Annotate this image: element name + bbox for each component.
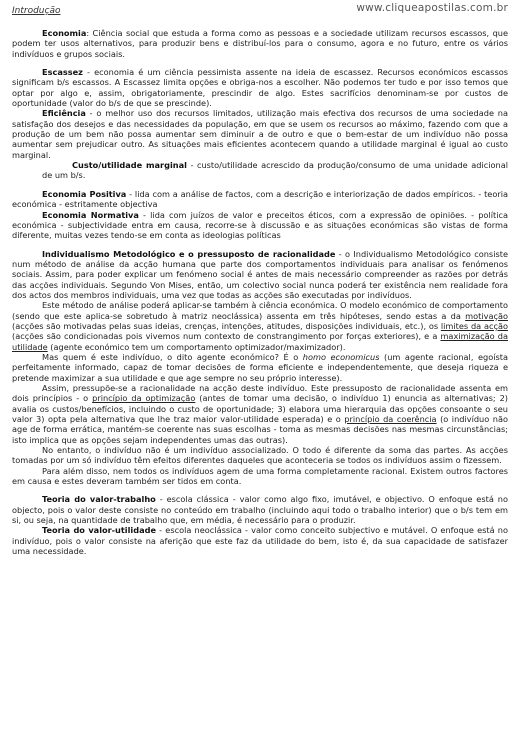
individualismo-text-4a: Assim, pressupõe-se a racionalidade na acção deste indivíduo. Este pressuposto de racionalidade assenta em dois princípios - o: [12, 383, 508, 404]
paragraph-individualismo-4: [12, 383, 508, 445]
term-economia: Economia: [42, 28, 87, 38]
individualismo-text-1: - o Individualismo Metodológico consiste num método de análise da acção humana que parte dos comportamentos individuais para analisar os fenómenos sociais. Assim, para poder explicar um fenómeno social é antes de mais necessário compreender as razões por detrás das acções individuais. Segundo Von Mises, então, um colectivo social nunca poderá ter existência nem realidade fora dos actos dos membros individuais, uma vez que todas as acções são executadas por indivíduos.: [12, 248, 508, 300]
definition-valor-utilidade: - escola neoclássica - valor como conceito subjectivo e mutável. O enfoque está no indivíduo, pois o valor consiste na aferição que este faz da utilidade do bem, isto é, da sua capacidade de satisfazer uma necessidade.: [12, 525, 508, 557]
individualismo-text-6: Para além disso, nem todos os indivíduos agem de uma forma completamente racional. Existem outros factores em causa e estes deveram também ser tidos em conta.: [12, 465, 508, 487]
term-limites-accao: limites da acção: [440, 320, 509, 331]
paragraph-valor-trabalho: [12, 494, 508, 525]
definition-escassez: - economia é um ciência pessimista assente na ideia de escassez. Recursos económicos escassos significam b/s escassos. A Escassez limita opções e obriga-nos a escolher. Não podemos ter tudo e por isso temos que optar por algo e, assim, obrigatoriamente, prescindir de algo. Estes sacrifícios denominam-se por custos de oportunidade (valor do b/s de que se prescinde).: [12, 67, 508, 109]
paragraph-individualismo-6: [12, 466, 508, 487]
paragraph-individualismo-5: [12, 445, 508, 466]
individualismo-text-2c: (acções são condicionadas pois vivemos num contexto de constrangimento por forças exteriores), e a: [12, 331, 441, 342]
term-motivacao: motivação: [465, 310, 508, 321]
individualismo-text-5: No entanto, o indivíduo não é um indivíduo assocializado. O todo é diferente da soma das partes. As acções tomadas por um só indivíduo têm efeitos diferentes daqueles que aconteceria se todos os indivíduos assim o fizessem.: [12, 445, 508, 466]
term-individualismo: Individualismo Metodológico e o pressuposto de racionalidade: [42, 248, 336, 259]
individualismo-text-3a: Mas quem é este indivíduo, o dito agente económico? É o: [42, 351, 303, 362]
term-principio-coerencia: princípio da coerência: [344, 414, 437, 425]
paragraph-economia-positiva: [12, 189, 508, 210]
definition-economia-normativa: - lida com juízos de valor e preceitos éticos, com a expressão de opiniões. - política económica - subjectividade entra em causa, recorre-se à discussão e as situações económicas são vistas de forma diferente, muitas vezes tendo-se em conta as ideologias políticas: [12, 209, 508, 241]
individualismo-text-2d: (agente económico tem um comportamento optimizador/maximizador).: [47, 341, 346, 352]
term-economia-positiva: Economia Positiva: [42, 188, 127, 199]
paragraph-valor-utilidade: [12, 525, 508, 556]
paragraph-escassez: [12, 67, 508, 108]
definition-valor-trabalho: - escola clássica - valor como algo fixo, imutável, e objectivo. O enfoque está no objecto, pois o valor deste consiste no conteúdo em trabalho (incluindo aqui todo o trabalho interior) que o b/s tem em si, ou seja, na quantidade de trabalho que, em média, é necessário para o produzir.: [12, 494, 508, 526]
individualismo-text-3b: (um agente racional, egoísta perfeitamente informado, capaz de tomar decisões de forma eficiente e independentemente, que deseja riqueza e pretende maximizar a sua utilidade e que age sempre no seu próprio interesse).: [12, 351, 508, 383]
term-custo-utilidade: Custo/utilidade marginal: [72, 160, 187, 171]
definition-eficiencia: - o melhor uso dos recursos limitados, utilização mais efectiva dos recursos de uma sociedade na satisfação dos desejos e das necessidades da população, em que se usem os recursos ao máximo, fazendo com que a produção de um bem não possa aumentar sem diminuir a de outro e que o bem-estar de um indivíduo não possa aumentar sem prejudicar outro. As situações mais eficientes acontecem quando a utilidade marginal é igual ao custo marginal.: [12, 108, 508, 160]
paragraph-economia-normativa: [12, 210, 508, 241]
term-principio-optimizacao: princípio da optimização: [92, 393, 196, 404]
section-title: Introdução: [12, 6, 61, 16]
paragraph-custo-utilidade: [12, 160, 508, 181]
term-valor-trabalho: Teoria do valor-trabalho: [42, 494, 156, 505]
definition-economia-positiva: - lida com a análise de factos, com a descrição e interiorização de dados empíricos. - teoria económica - estritamente objectiva: [12, 188, 508, 210]
paragraph-individualismo-3: [12, 352, 508, 383]
definition-custo-utilidade: - custo/utilidade acrescido da produção/consumo de uma unidade adicional de um b/s.: [42, 160, 508, 181]
document-body: [12, 28, 508, 557]
paragraph-individualismo-1: [12, 249, 508, 301]
individualismo-text-2a: Este método de análise poderá aplicar-se também à ciência económica. O modelo económico de comportamento (sendo que este aplica-se sobretudo à matriz neoclássica) assenta em três hipóteses, sendo estas a da: [12, 300, 508, 321]
individualismo-text-4b: (antes de tomar uma decisão, o indivíduo 1) enuncia as alternativas; 2) avalia os custos/benefícios, incluindo o custo de oportunidade; 3) elabora uma hierarquia das opções consoante o seu valor 3) opta pela alternativa que lhe traz maior valor-utilidade esperada) e o: [12, 393, 508, 425]
definition-economia: : Ciência social que estuda a forma como as pessoas e a sociedade utilizam recursos escassos, que podem ter usos alternativos, para produzir bens e distribuí-los para o consumo, agora e no futuro, entre os vários indivíduos e grupos sociais.: [12, 28, 508, 59]
term-economia-normativa: Economia Normativa: [42, 209, 139, 220]
term-escassez: Escassez: [42, 67, 83, 78]
paragraph-individualismo-2: [12, 300, 508, 352]
paragraph-eficiencia: [12, 108, 508, 160]
term-valor-utilidade: Teoria do valor-utilidade: [42, 525, 157, 536]
term-homo-economicus: homo economicus: [302, 351, 380, 362]
individualismo-text-2b: (acções são motivadas pelas suas ideias, crenças, intenções, atitudes, disposições individuais, etc.), os: [12, 320, 441, 331]
individualismo-text-4c: (o indivíduo não age de forma errática, mantém-se coerente nas suas escolhas - toma as mesmas decisões nas mesmas circunstâncias; isto implica que as opções sejam independentes umas das outras).: [12, 414, 508, 445]
term-eficiencia: Eficiência: [42, 108, 86, 119]
site-url[interactable]: www.cliqueapostilas.com.br: [356, 2, 508, 14]
term-maximizacao-utilidade: maximização da utilidade: [12, 331, 508, 352]
paragraph-economia: [12, 28, 508, 59]
